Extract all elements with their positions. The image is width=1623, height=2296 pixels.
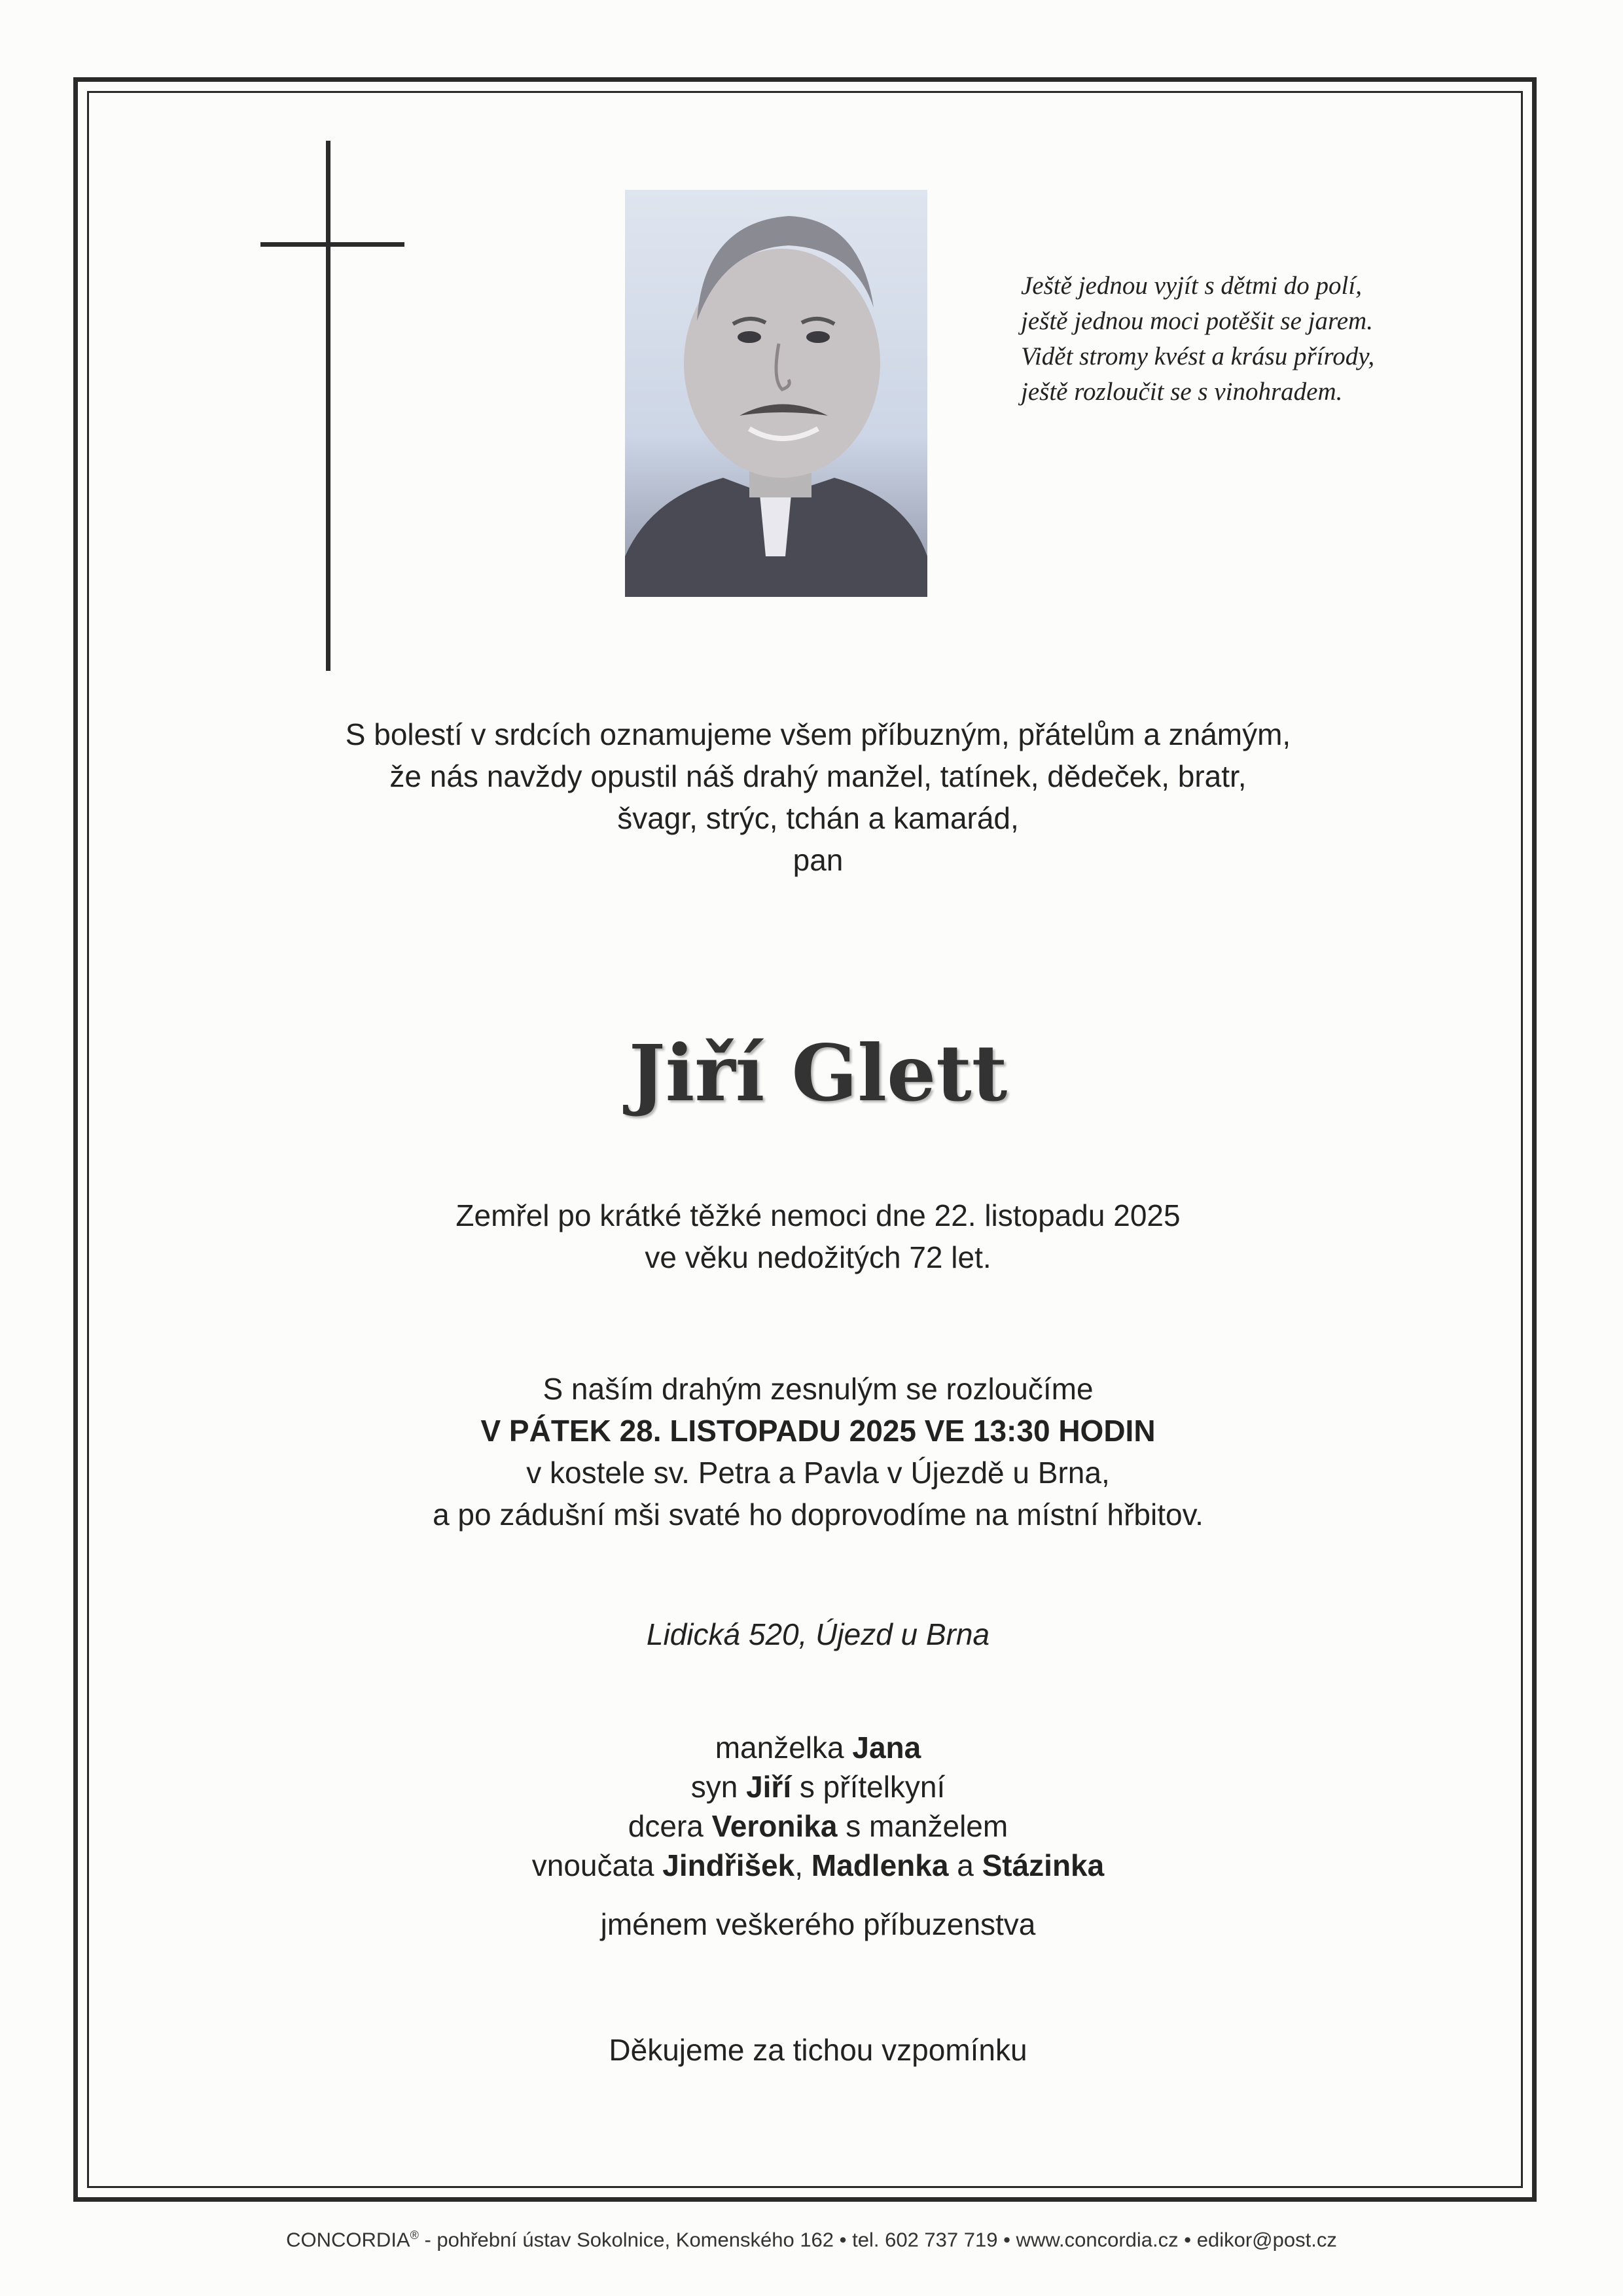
portrait-photo: [625, 190, 927, 597]
family-grandchild-name: Jindřišek: [662, 1848, 795, 1882]
address: Lidická 520, Újezd u Brna: [646, 1617, 990, 1651]
family-separator: a: [948, 1848, 982, 1882]
funeral-intro: S naším drahým zesnulým se rozloučíme: [543, 1372, 1094, 1406]
poem-line: ještě rozloučit se s vinohradem.: [1021, 378, 1343, 406]
funeral-after: a po zádušní mši svaté ho doprovodíme na místní hřbitov.: [433, 1498, 1204, 1532]
footer: [0, 2222, 1623, 2253]
funeral-datetime: V PÁTEK 28. LISTOPADU 2025 VE 13:30 HODIN: [480, 1414, 1156, 1448]
footer-brand: CONCORDIA: [286, 2228, 410, 2251]
family-grandchildren: [164, 1846, 1472, 1885]
family-separator: ,: [794, 1848, 812, 1882]
announcement: [164, 713, 1472, 881]
announcement-line: že nás navždy opustil náš drahý manžel, tatínek, dědeček, bratr,: [389, 759, 1247, 793]
poem-line: ještě jednou moci potěšit se jarem.: [1021, 307, 1373, 335]
cross-vertical-bar: [326, 141, 330, 671]
family-grandchildren-prefix: vnoučata: [531, 1848, 663, 1882]
registered-mark: ®: [410, 2229, 419, 2242]
family-son-name: Jiří: [746, 1770, 792, 1804]
family-daughter-suffix: s manželem: [837, 1809, 1008, 1843]
death-line: ve věku nedožitých 72 let.: [645, 1240, 991, 1274]
family-son-prefix: syn: [690, 1770, 747, 1804]
death-notice: [164, 1194, 1472, 1278]
family-son: [164, 1767, 1472, 1806]
deceased-name: Jiří Glett: [628, 1028, 1008, 1119]
poem-line: Vidět stromy kvést a krásu přírody,: [1021, 342, 1375, 370]
announcement-line: pan: [793, 843, 844, 877]
poem-line: Ještě jednou vyjít s dětmi do polí,: [1021, 272, 1362, 300]
family-daughter-prefix: dcera: [628, 1809, 712, 1843]
family-daughter: [164, 1806, 1472, 1846]
announcement-line: S bolestí v srdcích oznamujeme všem příbuzným, přátelům a známým,: [345, 717, 1291, 751]
death-line: Zemřel po krátké těžké nemoci dne 22. listopadu 2025: [455, 1198, 1181, 1232]
thanks-line: Děkujeme za tichou vzpomínku: [609, 2033, 1027, 2067]
family-son-suffix: s přítelkyní: [791, 1770, 946, 1804]
family-list: [164, 1728, 1472, 1885]
cross-horizontal-bar: [260, 242, 404, 247]
poem: [1021, 268, 1518, 410]
family-daughter-name: Veronika: [711, 1809, 838, 1843]
family-wife-prefix: manželka: [715, 1731, 853, 1765]
footer-details: - pohřební ústav Sokolnice, Komenského 162 • tel. 602 737 719 • www.concordia.cz • edikor@post.cz: [418, 2228, 1337, 2251]
family-behalf: jménem veškerého příbuzenstva: [600, 1907, 1036, 1941]
family-wife-name: Jana: [852, 1731, 921, 1765]
announcement-line: švagr, strýc, tchán a kamarád,: [617, 801, 1019, 835]
family-wife: [164, 1728, 1472, 1767]
family-grandchild-name: Madlenka: [811, 1848, 949, 1882]
family-grandchild-name: Stázinka: [982, 1848, 1105, 1882]
funeral-place: v kostele sv. Petra a Pavla v Újezdě u Brna,: [526, 1456, 1110, 1490]
funeral-info: [164, 1368, 1472, 1535]
